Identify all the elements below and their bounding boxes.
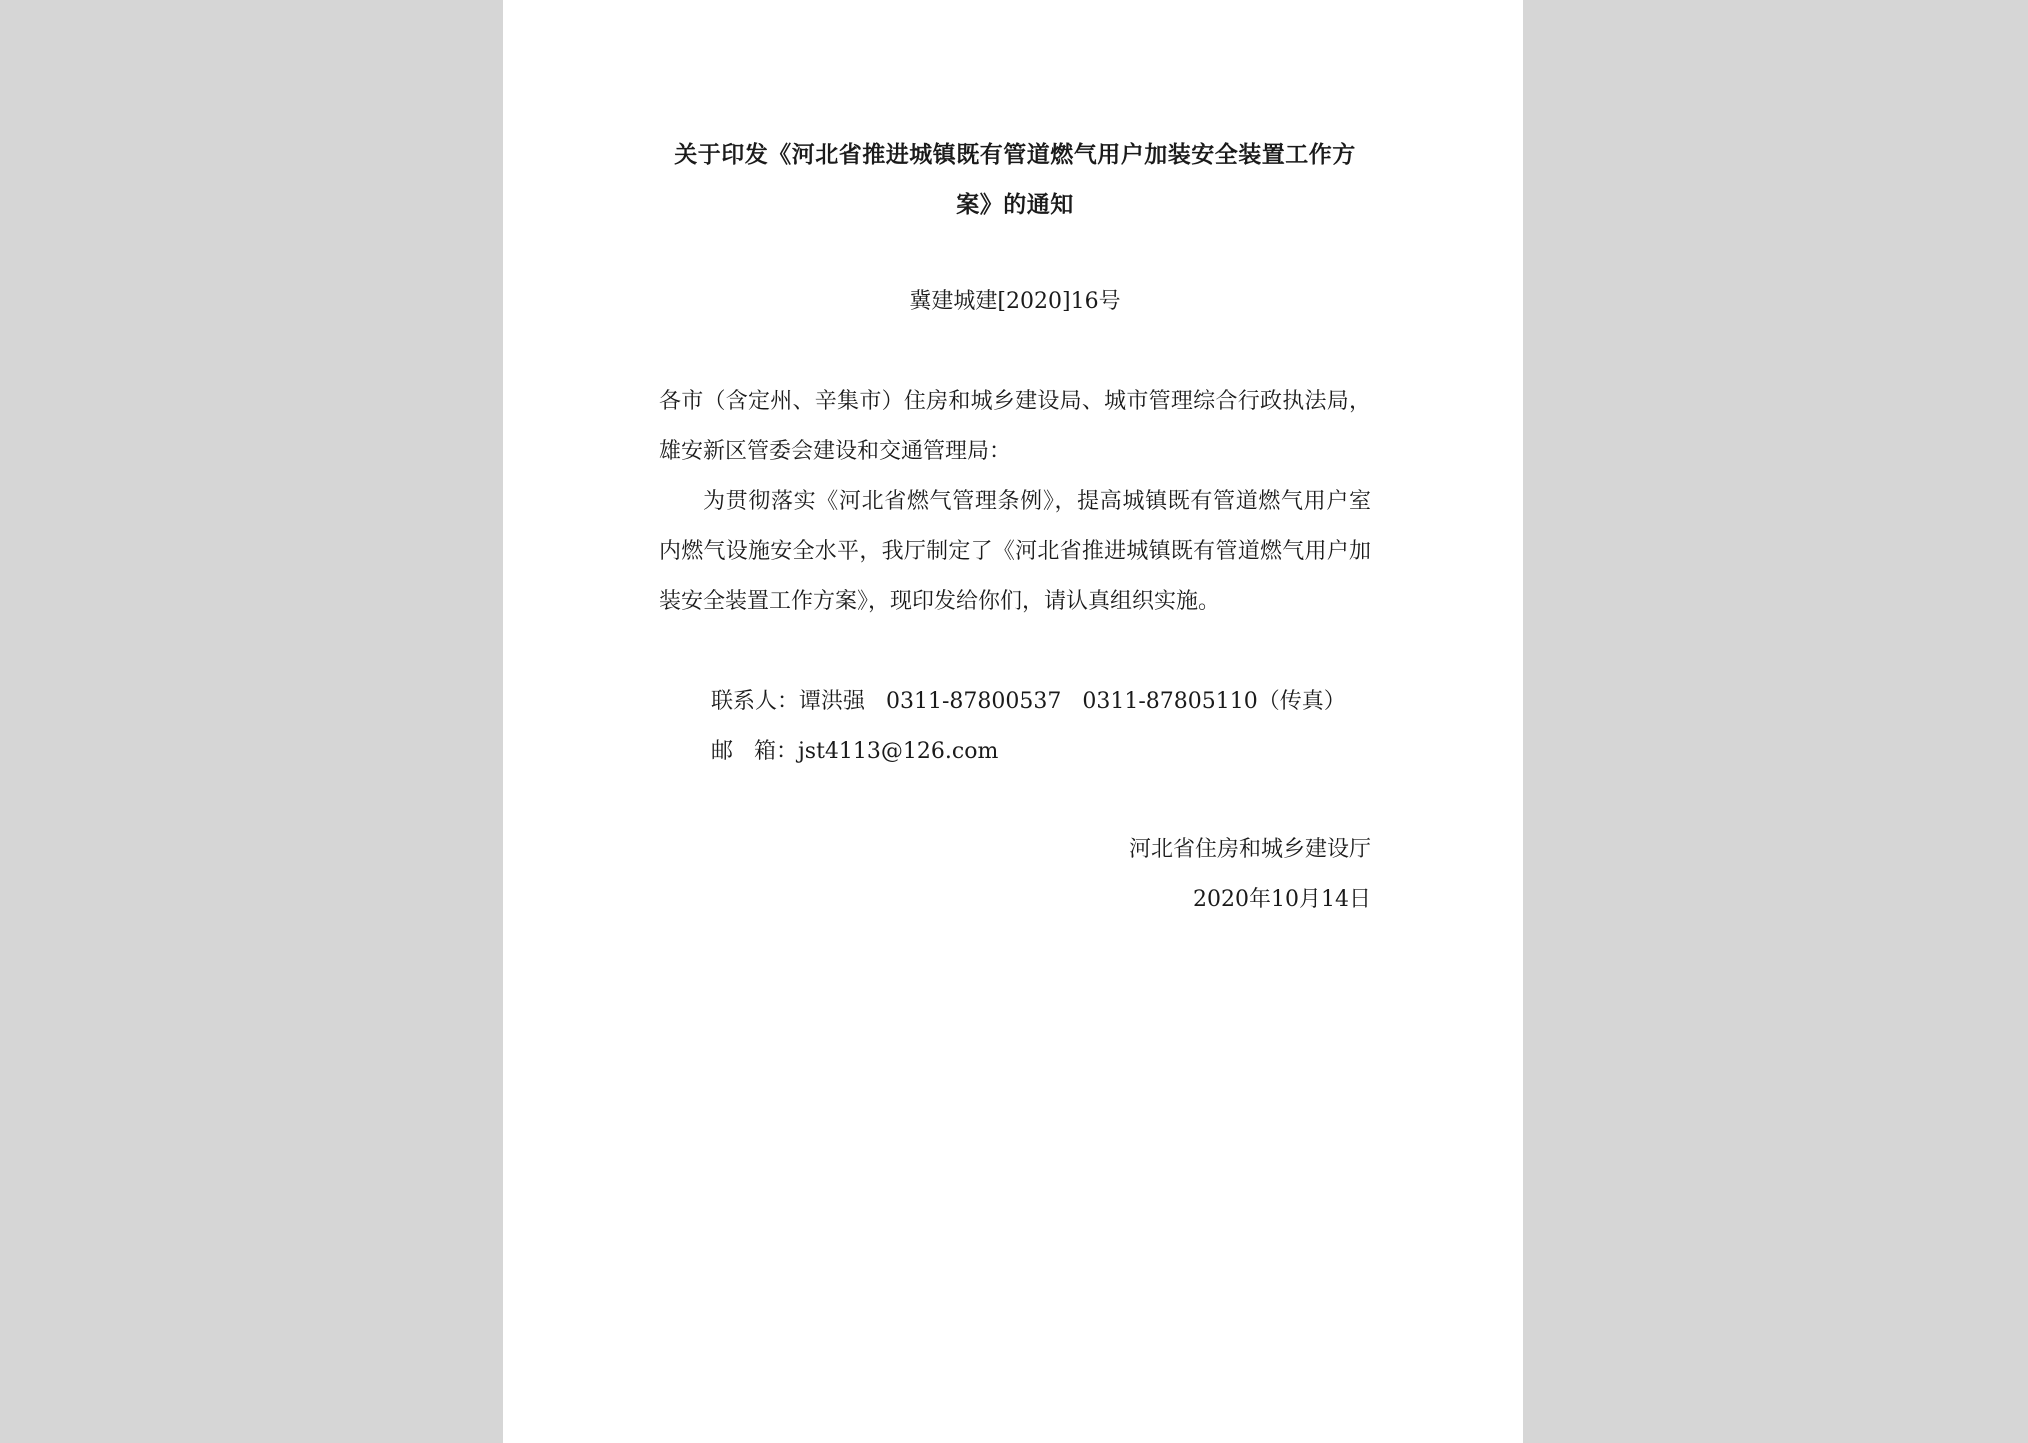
salutation-paragraph: 各市（含定州、辛集市）住房和城乡建设局、城市管理综合行政执法局，雄安新区管委会建设和交通管理局： xyxy=(659,389,1371,464)
issue-date: 2020年10月14日 xyxy=(1193,887,1371,912)
document-title: 关于印发《河北省推进城镇既有管道燃气用户加装安全装置工作方案》的通知 xyxy=(674,141,1356,218)
document-number: 冀建城建[2020]16号 xyxy=(909,289,1121,314)
contact-line: 联系人：谭洪强 0311-87800537 0311-87805110（传真） xyxy=(711,689,1346,714)
issuer-signature: 河北省住房和城乡建设厅 xyxy=(1128,837,1371,862)
email-line: 邮 箱：jst4113@126.com xyxy=(711,739,999,764)
document-page xyxy=(503,0,1523,1443)
body-paragraph: 为贯彻落实《河北省燃气管理条例》，提高城镇既有管道燃气用户室内燃气设施安全水平，我厅制定了《河北省推进城镇既有管道燃气用户加装安全装置工作方案》，现印发给你们，请认真组织实施。 xyxy=(659,489,1371,614)
